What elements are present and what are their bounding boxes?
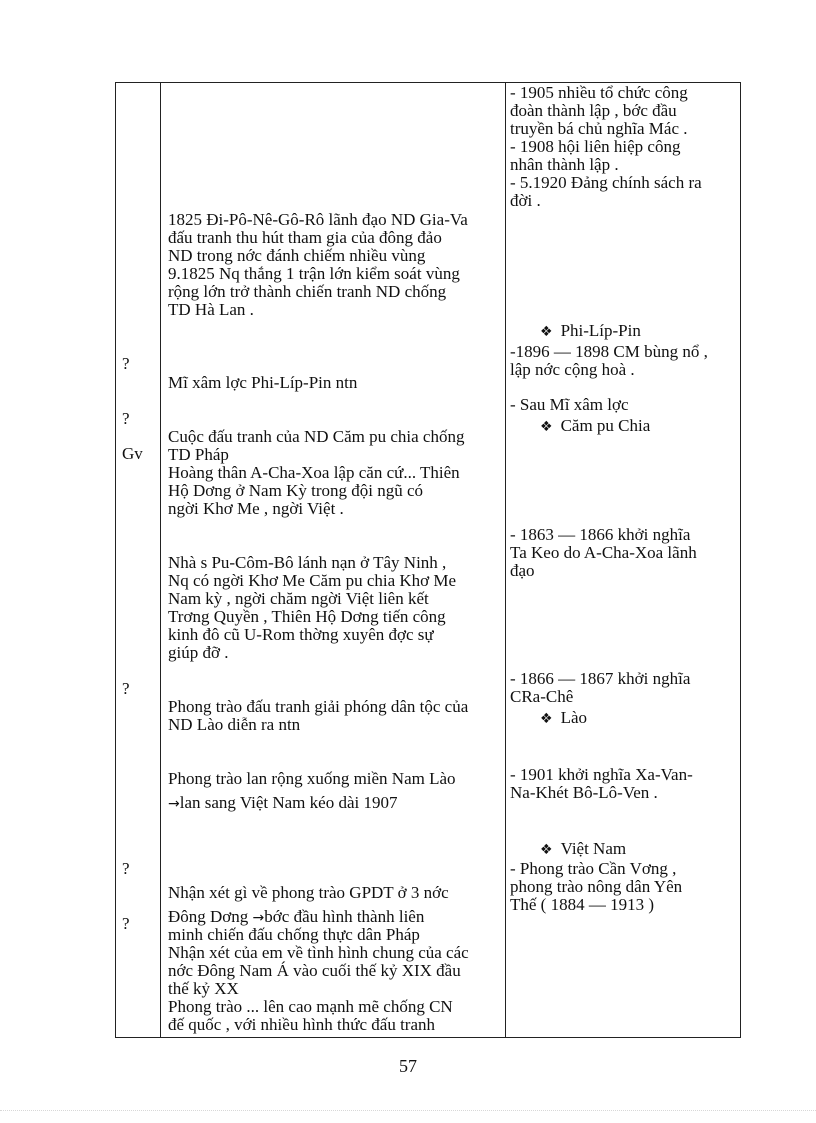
column-divider-1 <box>160 82 161 1038</box>
union-line: nhân thành lập . <box>510 155 619 174</box>
java-text-line: 1825 Đi-Pô-Nê-Gô-Rô lãnh đạo ND Gia-Va <box>168 210 468 229</box>
laos-spread-text: lan sang Việt Nam kéo dài 1907 <box>179 793 398 812</box>
laos-spread-line-2 <box>168 794 397 813</box>
philippines-line: -1896 — 1898 CM bùng nổ , <box>510 342 708 361</box>
cambodia-text-line: ngời Khơ Me , ngời Việt . <box>168 499 344 518</box>
footer-dotted-line <box>0 1110 816 1111</box>
conclusion-line: Phong trào ... lên cao mạnh mẽ chống CN <box>168 997 453 1016</box>
laos-heading-text: Lào <box>560 708 587 727</box>
java-text-line: rộng lớn trở thành chiến tranh ND chống <box>168 282 447 301</box>
us-invasion-line: - Sau Mĩ xâm lợc <box>510 395 629 414</box>
laos-heading <box>540 709 587 728</box>
cra-che-line: CRa-Chê <box>510 687 574 706</box>
cambodia-text-line: TD Pháp <box>168 445 229 464</box>
arrow-right-icon: → <box>252 910 265 926</box>
philippines-heading <box>540 322 641 341</box>
question-marker: ? <box>122 354 130 373</box>
vietnam-heading-text: Việt Nam <box>560 839 627 858</box>
union-line: đời . <box>510 191 541 210</box>
teacher-marker: Gv <box>122 444 143 463</box>
java-text-line: đấu tranh thu hút tham gia của đông đảo <box>168 228 442 247</box>
vietnam-line: phong trào nông dân Yên <box>510 877 683 896</box>
cambodia-text-line: Hộ Dơng ở Nam Kỳ trong đội ngũ có <box>168 481 424 500</box>
question-marker: ? <box>122 914 130 933</box>
arrow-right-icon: → <box>168 796 180 812</box>
union-line: - 1905 nhiều tổ chức công <box>510 83 688 102</box>
vietnam-line: - Phong trào Cần Vơng , <box>510 859 677 878</box>
monk-text-line: giúp đỡ . <box>168 643 229 662</box>
diamond-bullet-icon: ❖ <box>540 324 553 340</box>
ta-keo-line: đạo <box>510 561 535 580</box>
monk-text-line: kinh đô cũ U-Rom thờng xuyên đợc sự <box>168 625 434 644</box>
philippines-line: lập nớc cộng hoà . <box>510 360 635 379</box>
diamond-bullet-icon: ❖ <box>540 419 553 435</box>
question-marker: ? <box>122 409 130 428</box>
conclusion-line: nớc Đông Nam Á vào cuối thế kỷ XIX đầu <box>168 961 461 980</box>
three-countries-question: Nhận xét gì về phong trào GPDT ở 3 nớc <box>168 883 449 902</box>
cra-che-line: - 1866 — 1867 khởi nghĩa <box>510 669 691 688</box>
union-line: - 1908 hội liên hiệp công <box>510 137 681 156</box>
philippines-question: Mĩ xâm lợc Phi-Líp-Pin ntn <box>168 373 358 392</box>
monk-text-line: Nam kỳ , ngời chăm ngời Việt liên kết <box>168 589 429 608</box>
monk-text-line: Trơng Quyền , Thiên Hộ Dơng tiến công <box>168 607 446 626</box>
cambodia-heading-text: Căm pu Chia <box>560 416 651 435</box>
ta-keo-line: - 1863 — 1866 khởi nghĩa <box>510 525 691 544</box>
philippines-heading-text: Phi-Líp-Pin <box>560 321 641 340</box>
java-text-line: 9.1825 Nq thắng 1 trận lớn kiểm soát vùng <box>168 264 460 283</box>
union-line: truyền bá chủ nghĩa Mác . <box>510 119 688 138</box>
laos-question-line: ND Lào diễn ra ntn <box>168 715 301 734</box>
indochina-text-2: bớc đầu hình thành liên <box>264 907 425 926</box>
conclusion-line: thế kỷ XX <box>168 979 239 998</box>
monk-text-line: Nq có ngời Khơ Me Căm pu chia Khơ Me <box>168 571 457 590</box>
diamond-bullet-icon: ❖ <box>540 711 553 727</box>
vietnam-line: Thế ( 1884 — 1913 ) <box>510 895 655 914</box>
cambodia-text-line: Hoàng thân A-Cha-Xoa lập căn cứ... Thiên <box>168 463 460 482</box>
indochina-text: Đông Dơng <box>168 907 253 926</box>
union-line: - 5.1920 Đảng chính sách ra <box>510 173 702 192</box>
union-line: đoàn thành lập , bớc đầu <box>510 101 677 120</box>
question-marker: ? <box>122 859 130 878</box>
vietnam-heading <box>540 840 626 859</box>
column-divider-2 <box>505 82 506 1038</box>
cambodia-text-line: Cuộc đấu tranh của ND Căm pu chia chống <box>168 427 465 446</box>
conclusion-line: Nhận xét của em về tình hình chung của các <box>168 943 469 962</box>
monk-text-line: Nhà s Pu-Côm-Bô lánh nạn ở Tây Ninh , <box>168 553 447 572</box>
xa-van-line: - 1901 khởi nghĩa Xa-Van- <box>510 765 693 784</box>
laos-spread-line: Phong trào lan rộng xuống miền Nam Lào <box>168 769 456 788</box>
conclusion-line: minh chiến đấu chống thực dân Pháp <box>168 925 420 944</box>
cambodia-heading <box>540 417 650 436</box>
page-number: 57 <box>399 1056 417 1076</box>
diamond-bullet-icon: ❖ <box>540 842 553 858</box>
laos-question-line: Phong trào đấu tranh giải phóng dân tộc của <box>168 697 469 716</box>
java-text-line: ND trong nớc đánh chiếm nhiều vùng <box>168 246 426 265</box>
question-marker: ? <box>122 679 130 698</box>
conclusion-line: đế quốc , với nhiều hình thức đấu tranh <box>168 1015 436 1034</box>
xa-van-line: Na-Khét Bô-Lô-Ven . <box>510 783 658 802</box>
ta-keo-line: Ta Keo do A-Cha-Xoa lãnh <box>510 543 697 562</box>
java-text-line: TD Hà Lan . <box>168 300 254 319</box>
